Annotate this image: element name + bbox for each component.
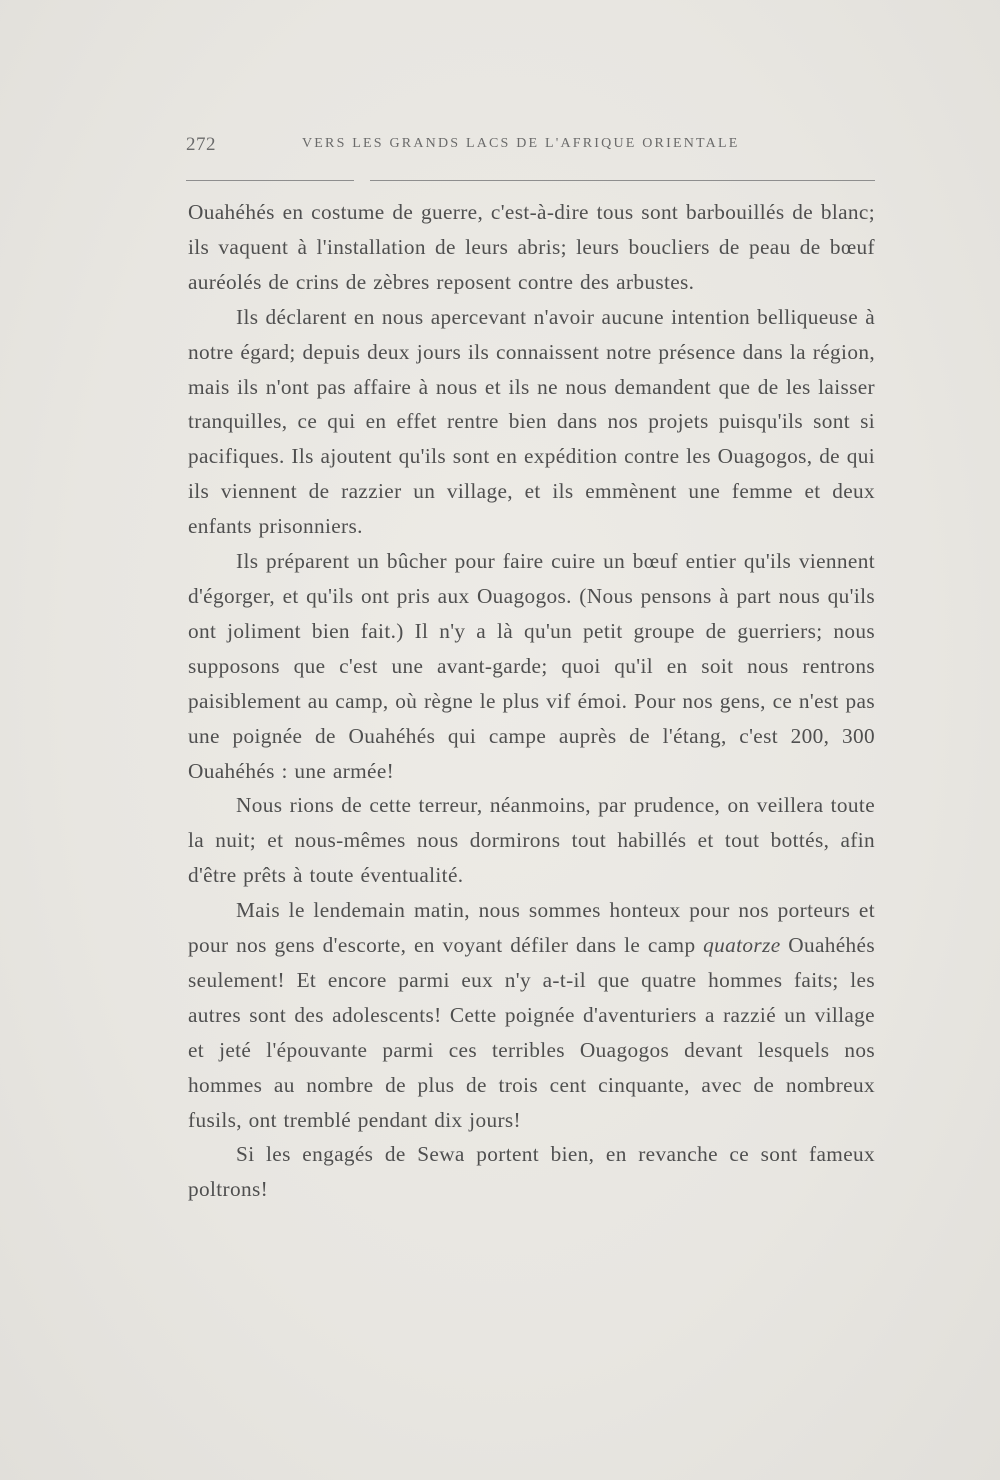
header-rule-right (370, 180, 875, 181)
paragraph (188, 893, 875, 1137)
header-rule-left (186, 180, 354, 181)
paragraph: Ils préparent un bûcher pour faire cuire un bœuf entier qu'ils viennent d'égorger, et qu'ils ont pris aux Ouagogos. (Nous pensons à part nous qu'ils ont joliment bien fait.) Il n'y a là qu'un petit groupe de guerriers; nous supposons que c'est une avant-garde; quoi qu'il en soit nous rentrons paisiblement au camp, où règne le plus vif émoi. Pour nos gens, ce n'est pas une poignée de Ouahéhés qui campe auprès de l'étang, c'est 200, 300 Ouahéhés : une armée! (188, 549, 875, 783)
paragraph: Nous rions de cette terreur, néanmoins, par prudence, on veillera toute la nuit; et nous-mêmes nous dormirons tout habillés et tout bottés, afin d'être prêts à toute éventualité. (188, 793, 875, 888)
paragraph-text: Mais le lendemain matin, nous sommes honteux pour nos porteurs et pour nos gens d'escorte, en voyant défiler dans le camp (188, 898, 875, 958)
paragraph: Si les engagés de Sewa portent bien, en revanche ce sont fameux poltrons! (188, 1142, 875, 1202)
paragraph-text: Ouahéhés seulement! Et encore parmi eux n'y a-t-il que quatre hommes faits; les autres sont des adolescents! Cette poignée d'aventuriers a razzié un village et jeté l'épouvante parmi ces terribles Ouagogos devant lesquels nos hommes au nombre de plus de trois cent cinquante, avec de nombreux fusils, ont tremblé pendant dix jours! (188, 933, 875, 1132)
running-title: VERS LES GRANDS LACS DE L'AFRIQUE ORIENTALE (302, 136, 740, 151)
paragraph-continuation: Ouahéhés en costume de guerre, c'est-à-dire tous sont barbouillés de blanc; ils vaquent à l'installation de leurs abris; leurs boucliers de peau de bœuf auréolés de crins de zèbres reposent contre des arbustes. (188, 200, 875, 294)
body-text (188, 195, 875, 1207)
paragraph: Ils déclarent en nous apercevant n'avoir aucune intention belliqueuse à notre égard; depuis deux jours ils connaissent notre présence dans la région, mais ils n'ont pas affaire à nous et ils ne nous demandent que de les laisser tranquilles, ce qui en effet rentre bien dans nos projets puisqu'ils sont si pacifiques. Ils ajoutent qu'ils sont en expédition contre les Ouagogos, de qui ils viennent de razzier un village, et ils emmènent une femme et deux enfants prisonniers. (188, 304, 875, 539)
running-header (186, 134, 876, 158)
page-number: 272 (186, 134, 216, 155)
emphasized-word: quatorze (703, 933, 781, 958)
